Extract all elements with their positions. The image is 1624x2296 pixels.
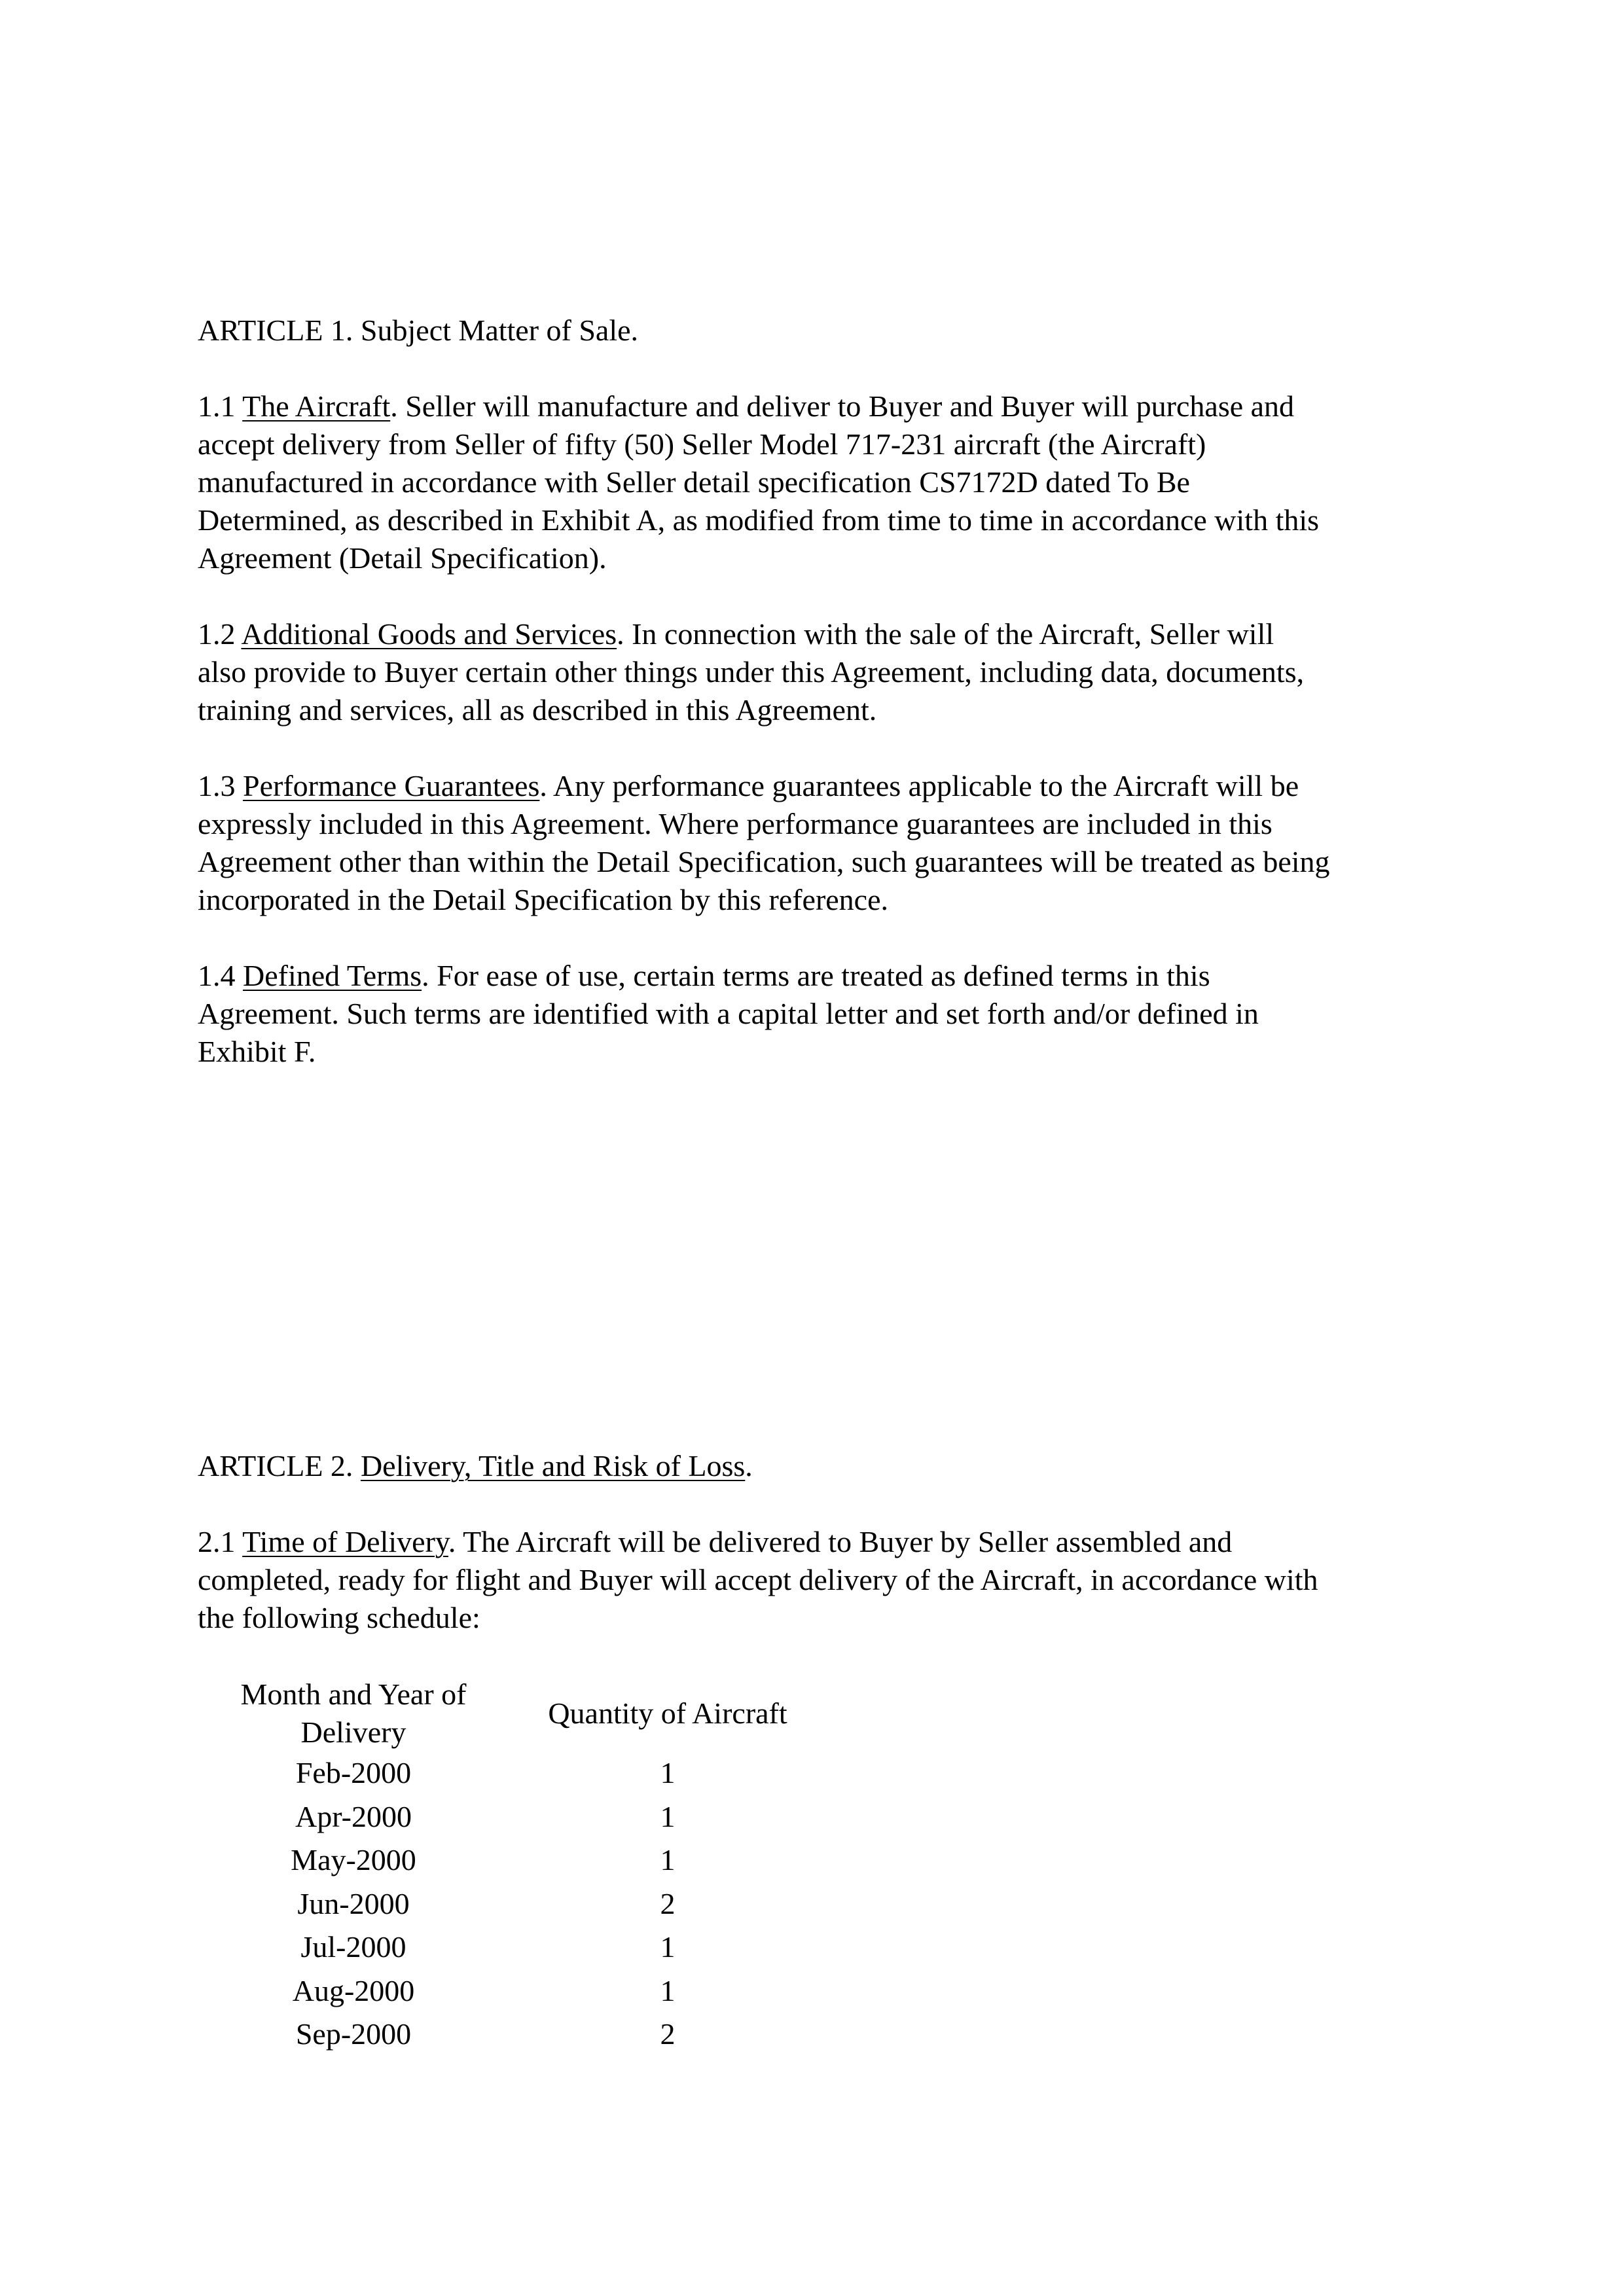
section-1-1 [198, 387, 1441, 577]
section-title: Time of Delivery [242, 1525, 448, 1558]
section-1-3-line-2: expressly included in this Agreement. Where performance guarantees are included in this [198, 807, 1272, 840]
section-1-1-line-3: manufactured in accordance with Seller detail specification CS7172D dated To Be [198, 465, 1190, 499]
section-1-2-line-1 [198, 615, 1441, 653]
section-title: Additional Goods and Services [241, 617, 617, 651]
section-1-2-line-2: also provide to Buyer certain other things under this Agreement, including data, documents, [198, 655, 1305, 689]
section-number: 1.3 [198, 769, 243, 802]
quantity-cell: 1 [660, 1799, 676, 1833]
section-2-1-line-1 [198, 1523, 1441, 1561]
section-1-4-line-1 [198, 957, 1441, 995]
section-text: . Seller will manufacture and deliver to Buyer and Buyer will purchase and [390, 389, 1295, 423]
header-quantity: Quantity of Aircraft [548, 1696, 787, 1730]
quantity-cell: 1 [660, 1930, 676, 1964]
article-title: Delivery, Title and Risk of Loss [360, 1449, 746, 1482]
month-cell: May-2000 [291, 1843, 416, 1876]
section-2-1-line-2: completed, ready for flight and Buyer will accept delivery of the Aircraft, in accordance with [198, 1563, 1318, 1596]
quantity-cell: 1 [660, 1843, 676, 1876]
section-number: 1.4 [198, 959, 243, 992]
month-cell: Aug-2000 [292, 1973, 415, 2007]
section-1-4-line-2: Agreement. Such terms are identified with a capital letter and set forth and/or defined in [198, 997, 1259, 1030]
article-2-heading [198, 1447, 1441, 1485]
month-cell: Sep-2000 [295, 2017, 412, 2051]
article-2-heading-text [198, 1447, 1441, 1485]
section-1-2-line-3: training and services, all as described in this Agreement. [198, 693, 877, 726]
section-title: Performance Guarantees [243, 769, 540, 802]
section-1-1-line-5: Agreement (Detail Specification). [198, 541, 607, 575]
quantity-cell: 1 [660, 1756, 676, 1789]
section-text: . For ease of use, certain terms are treated as defined terms in this [422, 959, 1210, 992]
section-2-1 [198, 1523, 1441, 1637]
quantity-cell: 2 [660, 2017, 676, 2051]
month-cell: Jul-2000 [300, 1930, 406, 1964]
section-title: The Aircraft [242, 389, 391, 423]
section-text: . The Aircraft will be delivered to Buyer by Seller assembled and [448, 1525, 1233, 1558]
section-text: . In connection with the sale of the Aircraft, Seller will [617, 617, 1274, 651]
article-suffix: . [745, 1449, 753, 1482]
article-1-heading-text: ARTICLE 1. Subject Matter of Sale. [198, 314, 639, 347]
section-1-3-line-4: incorporated in the Detail Specification by this reference. [198, 883, 889, 916]
quantity-cell: 1 [660, 1973, 676, 2007]
section-1-1-line-2: accept delivery from Seller of fifty (50) Seller Model 717-231 aircraft (the Aircraft) [198, 427, 1206, 461]
section-title: Defined Terms [243, 959, 422, 992]
month-cell: Apr-2000 [295, 1799, 412, 1833]
header-month-line-1: Month and Year of [240, 1677, 467, 1711]
quantity-cell: 2 [660, 1886, 676, 1920]
header-month [216, 1676, 491, 1751]
section-1-3-line-3: Agreement other than within the Detail Specification, such guarantees will be treated as being [198, 845, 1330, 878]
header-month-line-2: Delivery [300, 1715, 406, 1749]
section-1-3 [198, 767, 1441, 919]
article-1-heading [198, 312, 1441, 350]
section-2-1-line-3: the following schedule: [198, 1601, 480, 1634]
section-text: . Any performance guarantees applicable to the Aircraft will be [539, 769, 1299, 802]
section-1-3-line-1 [198, 767, 1441, 805]
section-1-1-line-1 [198, 387, 1441, 425]
section-number: 1.1 [198, 389, 243, 423]
month-cell: Jun-2000 [297, 1886, 410, 1920]
month-cell: Feb-2000 [295, 1756, 412, 1789]
section-1-4 [198, 957, 1441, 1071]
section-1-4-line-3: Exhibit F. [198, 1035, 316, 1068]
article-prefix: ARTICLE 2. [198, 1449, 361, 1482]
section-number: 1.2 [198, 617, 242, 651]
section-number: 2.1 [198, 1525, 243, 1558]
section-1-1-line-4: Determined, as described in Exhibit A, as modified from time to time in accordance with this [198, 503, 1320, 537]
section-1-2 [198, 615, 1441, 729]
